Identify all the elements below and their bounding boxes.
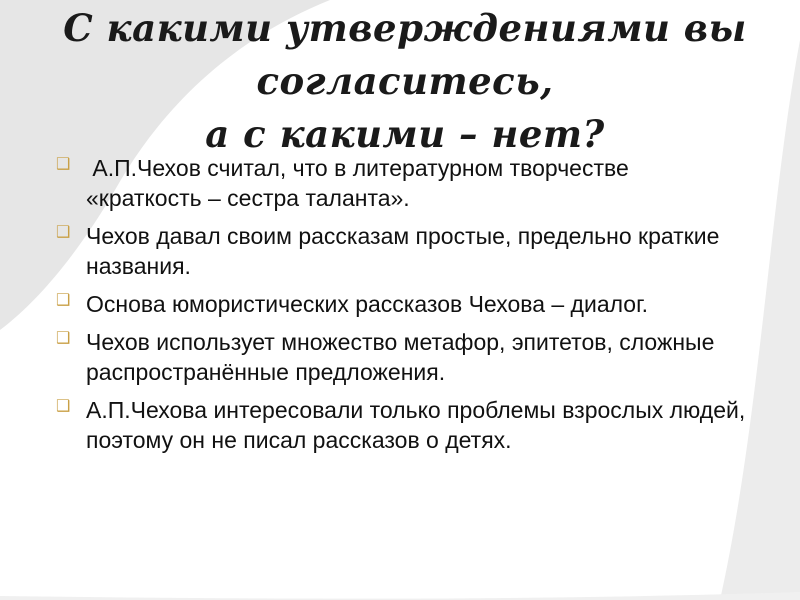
title-line-2: согласитесь,: [256, 59, 554, 103]
bullet-item: [50, 289, 750, 319]
bullet-item: [50, 327, 750, 387]
bullet-list: [50, 153, 750, 463]
title-line-3: а с какими – нет?: [205, 112, 605, 156]
hollow-bullet-icon: ❑: [56, 154, 71, 173]
hollow-bullet-icon: ❑: [56, 328, 71, 347]
hollow-bullet-icon: ❑: [56, 396, 71, 415]
bullet-item: [50, 153, 750, 213]
hollow-bullet-icon: ❑: [56, 222, 71, 241]
bullet-item: [50, 221, 750, 281]
slide-title: [60, 2, 750, 161]
bullet-text: Чехов использует множество метафор, эпитетов, сложные распространённые предложения.: [86, 329, 715, 385]
bullet-text: Основа юмористических рассказов Чехова – диалог.: [86, 291, 649, 317]
title-line-1: С какими утверждениями вы: [63, 6, 747, 50]
bottom-gray-swoosh: [0, 592, 800, 600]
bullet-text: А.П.Чехова интересовали только проблемы взрослых людей, поэтому он не писал рассказов о детях.: [86, 397, 746, 453]
hollow-bullet-icon: ❑: [56, 290, 71, 309]
bullet-text: А.П.Чехов считал, что в литературном творчестве «краткость – сестра таланта».: [86, 155, 636, 211]
bullet-text: Чехов давал своим рассказам простые, предельно краткие названия.: [86, 223, 720, 279]
bullet-item: [50, 395, 750, 455]
